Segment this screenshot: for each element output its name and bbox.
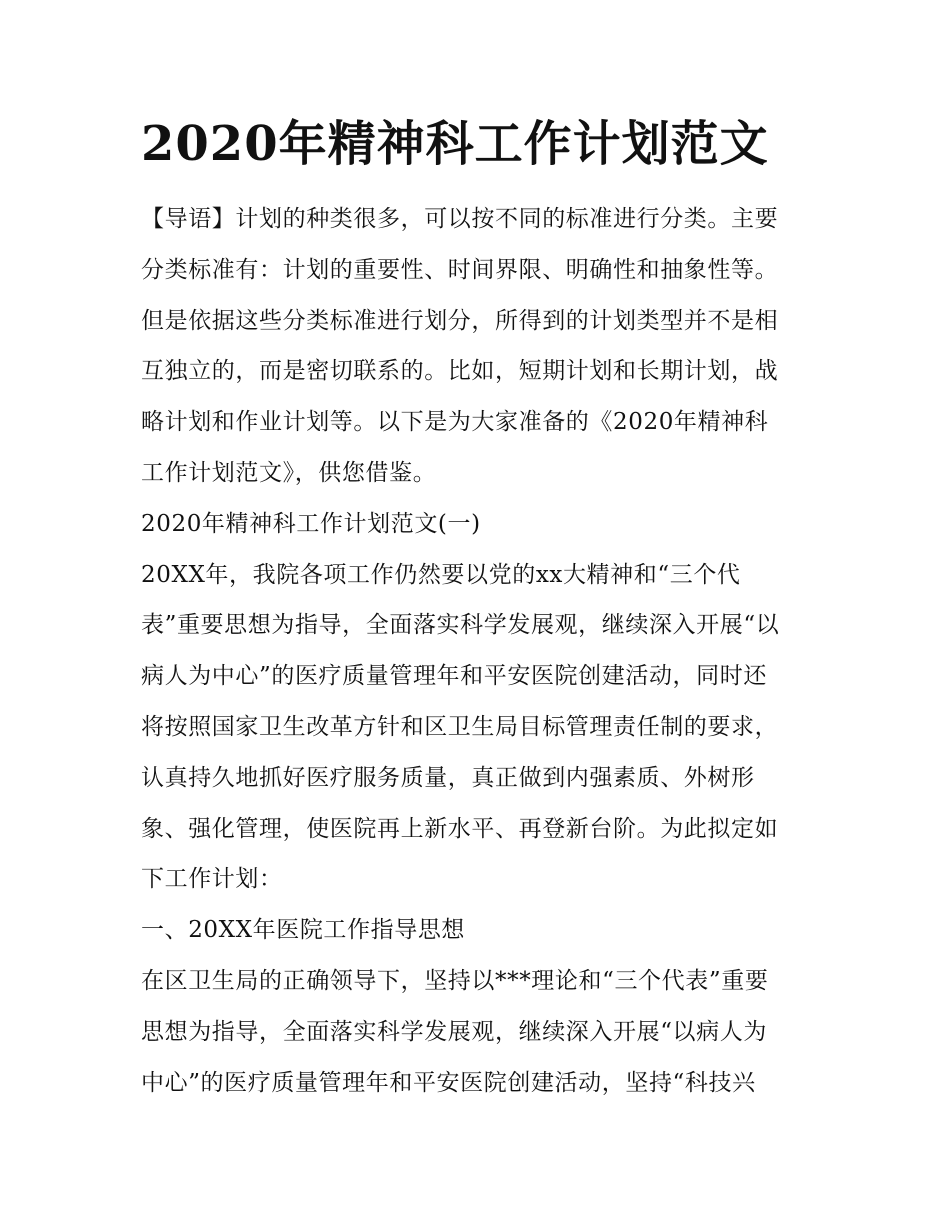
text-line: 略计划和作业计划等。以下是为大家准备的《2020年精神科 [141, 409, 769, 436]
text-line: 但是依据这些分类标准进行划分，所得到的计划类型并不是相 [141, 307, 779, 334]
text-line: 工作计划范文》，供您借鉴。 [141, 459, 437, 486]
text-line: 中心”的医疗质量管理年和平安医院创建活动，坚持“科技兴 [141, 1069, 756, 1096]
text-line: 互独立的，而是密切联系的。比如，短期计划和长期计划，战 [141, 358, 779, 385]
text-line: 思想为指导，全面落实科学发展观，继续深入开展“以病人为 [141, 1018, 767, 1045]
text-line: 表”重要思想为指导，全面落实科学发展观，继续深入开展“以 [141, 612, 780, 639]
text-line: 在区卫生局的正确领导下，坚持以***理论和“三个代表”重要 [141, 967, 769, 994]
text-line: 认真持久地抓好医疗服务质量，真正做到内强素质、外树形 [141, 764, 755, 791]
text-line: 象、强化管理，使医院再上新水平、再登新台阶。为此拟定如 [141, 815, 779, 842]
text-line: 下工作计划： [141, 866, 283, 893]
text-line: 将按照国家卫生改革方针和区卫生局目标管理责任制的要求， [141, 713, 779, 740]
section-heading: 一、20XX年医院工作指导思想 [141, 917, 466, 944]
text-line: 病人为中心”的医疗质量管理年和平安医院创建活动，同时还 [141, 663, 767, 690]
text-line: 20XX年，我院各项工作仍然要以党的xx大精神和“三个代 [141, 561, 741, 588]
text-line: 分类标准有：计划的重要性、时间界限、明确性和抽象性等。 [141, 256, 779, 283]
document-body [141, 112, 813, 1108]
document-title: 2020年精神科工作计划范文 [141, 116, 769, 172]
text-line: 【导语】计划的种类很多，可以按不同的标准进行分类。主要 [141, 206, 779, 232]
document-text [141, 194, 813, 1108]
section-heading: 2020年精神科工作计划范文(一) [141, 510, 481, 537]
